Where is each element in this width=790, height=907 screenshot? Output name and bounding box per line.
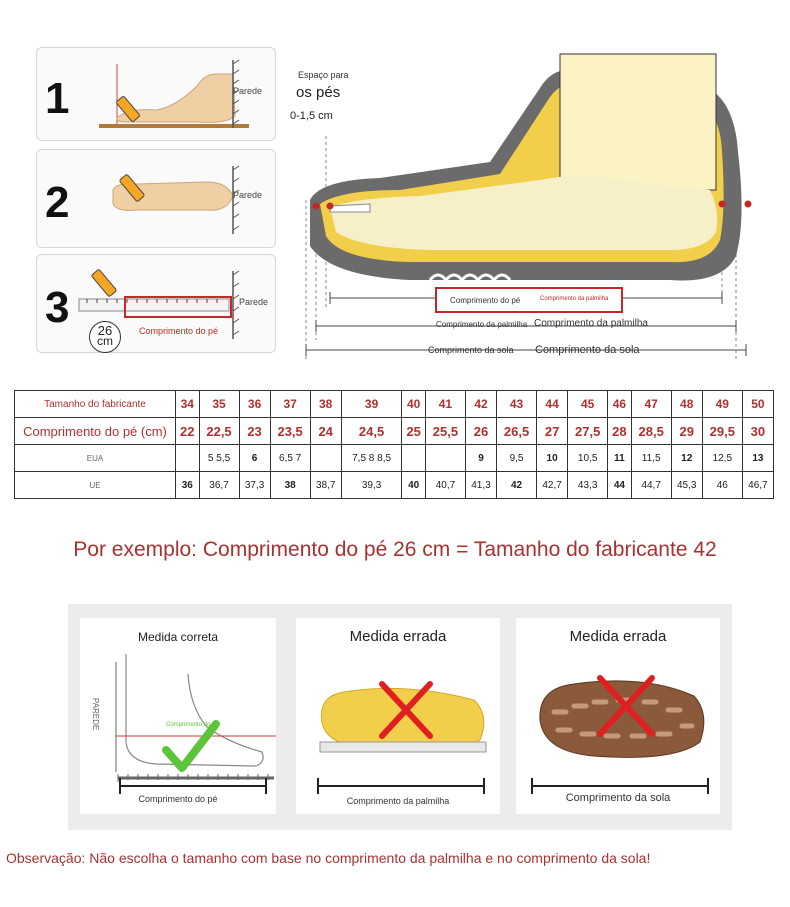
size-cell: 40,7	[425, 472, 465, 499]
row-label: UE	[15, 472, 176, 499]
step-number: 3	[45, 283, 70, 332]
step-panel-2	[36, 149, 276, 248]
size-cell: 26	[465, 418, 496, 445]
size-cell: 12	[671, 445, 702, 472]
size-cell: 42	[465, 391, 496, 418]
wall-label: Parede	[239, 297, 269, 307]
size-cell: 42,7	[537, 472, 568, 499]
size-cell: 10	[537, 445, 568, 472]
step-panel-3	[36, 254, 276, 353]
size-cell	[425, 445, 465, 472]
foot-top-illustration	[87, 160, 277, 240]
card-title: Medida errada	[569, 628, 667, 645]
size-cell: 40	[402, 472, 426, 499]
sole-label-a: Comprimento da sola	[428, 345, 514, 355]
size-cell: 34	[176, 391, 200, 418]
size-cell: 6	[239, 445, 270, 472]
size-cell: 9	[465, 445, 496, 472]
space-range: 0-1,5 cm	[290, 110, 333, 122]
wall-label: Parede	[233, 190, 263, 200]
size-cell: 24	[310, 418, 341, 445]
size-cell: 29,5	[702, 418, 742, 445]
size-cell: 46,7	[742, 472, 773, 499]
size-cell: 44	[608, 472, 632, 499]
size-cell: 24,5	[341, 418, 402, 445]
size-cell	[402, 445, 426, 472]
size-cell: 30	[742, 418, 773, 445]
size-table-row	[15, 472, 774, 499]
size-cell: 35	[199, 391, 239, 418]
size-cell: 39	[341, 391, 402, 418]
size-cell: 10,5	[568, 445, 608, 472]
row-label: Comprimento do pé (cm)	[15, 418, 176, 445]
card-bottom-label: Comprimento do pé	[138, 794, 218, 804]
size-cell: 46	[608, 391, 632, 418]
size-cell: 44,7	[631, 472, 671, 499]
step-panel-1	[36, 47, 276, 141]
size-cell: 28,5	[631, 418, 671, 445]
size-cell: 41,3	[465, 472, 496, 499]
wall-label-vertical: PAREDE	[91, 698, 100, 731]
measure-bar	[316, 776, 486, 796]
size-cell: 38	[310, 391, 341, 418]
size-cell: 38	[270, 472, 310, 499]
correct-foot-illustration	[106, 654, 276, 784]
size-cell: 23,5	[270, 418, 310, 445]
size-cell: 41	[425, 391, 465, 418]
space-label-line1: Espaço para	[298, 70, 349, 80]
card-title: Medida errada	[349, 628, 447, 645]
size-cell: 27	[537, 418, 568, 445]
card-wrong-insole	[296, 618, 500, 814]
size-cell: 36	[176, 472, 200, 499]
size-cell: 44	[537, 391, 568, 418]
size-chart-table	[14, 390, 774, 499]
size-cell: 27,5	[568, 418, 608, 445]
measurement-examples	[68, 604, 732, 830]
size-cell: 48	[671, 391, 702, 418]
row-label: EUA	[15, 445, 176, 472]
sole-label-b: Comprimento da sola	[535, 344, 640, 356]
step-number: 2	[45, 178, 70, 227]
size-cell: 43,3	[568, 472, 608, 499]
size-cell: 45,3	[671, 472, 702, 499]
card-title: Medida correta	[137, 630, 219, 644]
size-cell: 43	[497, 391, 537, 418]
size-cell: 23	[239, 418, 270, 445]
insole-illustration	[314, 666, 490, 766]
card-bottom-label: Comprimento da sola	[565, 792, 671, 804]
warning-note: Observação: Não escolha o tamanho com base no comprimento da palmilha e no comprimento da sola!	[6, 850, 651, 866]
row-label: Tamanho do fabricante	[15, 391, 176, 418]
size-cell: 42	[497, 472, 537, 499]
size-cell: 37,3	[239, 472, 270, 499]
insole-label-a: Comprimento da palmilha	[436, 320, 528, 329]
size-cell: 22,5	[199, 418, 239, 445]
insole-label-b: Comprimento da palmilha	[534, 318, 648, 329]
size-cell: 37	[270, 391, 310, 418]
size-cell: 22	[176, 418, 200, 445]
foot-length-label: Comprimento do pé	[450, 296, 521, 305]
inner-measure-label: Comprimento do pé	[166, 722, 219, 728]
size-cell: 6,5 7	[270, 445, 310, 472]
wall-label: Parede	[233, 86, 263, 96]
example-text: Por exemplo: Comprimento do pé 26 cm = Tamanho do fabricante 42	[73, 538, 717, 561]
size-table-row	[15, 391, 774, 418]
size-badge	[89, 321, 121, 353]
size-cell: 25	[402, 418, 426, 445]
measure-label: Comprimento do pé	[139, 326, 219, 336]
step-number: 1	[45, 74, 70, 123]
size-cell	[310, 445, 341, 472]
size-cell: 9,5	[497, 445, 537, 472]
size-cell: 26,5	[497, 418, 537, 445]
size-cell: 29	[671, 418, 702, 445]
size-cell: 36,7	[199, 472, 239, 499]
size-cell: 50	[742, 391, 773, 418]
size-cell: 40	[402, 391, 426, 418]
card-wrong-sole	[516, 618, 720, 814]
size-cell: 39,3	[341, 472, 402, 499]
size-cell: 11,5	[631, 445, 671, 472]
size-table-row	[15, 418, 774, 445]
size-cell: 49	[702, 391, 742, 418]
card-bottom-label: Comprimento da palmilha	[346, 796, 450, 806]
card-correct-measure	[80, 618, 276, 814]
space-label-line2: os pés	[296, 84, 341, 101]
foot-side-illustration	[87, 56, 277, 136]
size-cell: 47	[631, 391, 671, 418]
size-cell: 5 5,5	[199, 445, 239, 472]
size-cell: 36	[239, 391, 270, 418]
size-cell: 46	[702, 472, 742, 499]
badge-unit: cm	[97, 334, 113, 348]
sole-illustration	[534, 662, 710, 772]
size-cell: 38,7	[310, 472, 341, 499]
size-cell	[176, 445, 200, 472]
badge-value: 26	[97, 323, 113, 338]
size-cell: 11	[608, 445, 632, 472]
size-cell: 25,5	[425, 418, 465, 445]
size-cell: 12,5	[702, 445, 742, 472]
size-table-row	[15, 445, 774, 472]
size-cell: 45	[568, 391, 608, 418]
size-cell: 13	[742, 445, 773, 472]
insole-label-small: Comprimento da palmilha	[540, 296, 609, 302]
size-cell: 7,5 8 8,5	[341, 445, 402, 472]
size-cell: 28	[608, 418, 632, 445]
measure-bar	[118, 776, 268, 796]
